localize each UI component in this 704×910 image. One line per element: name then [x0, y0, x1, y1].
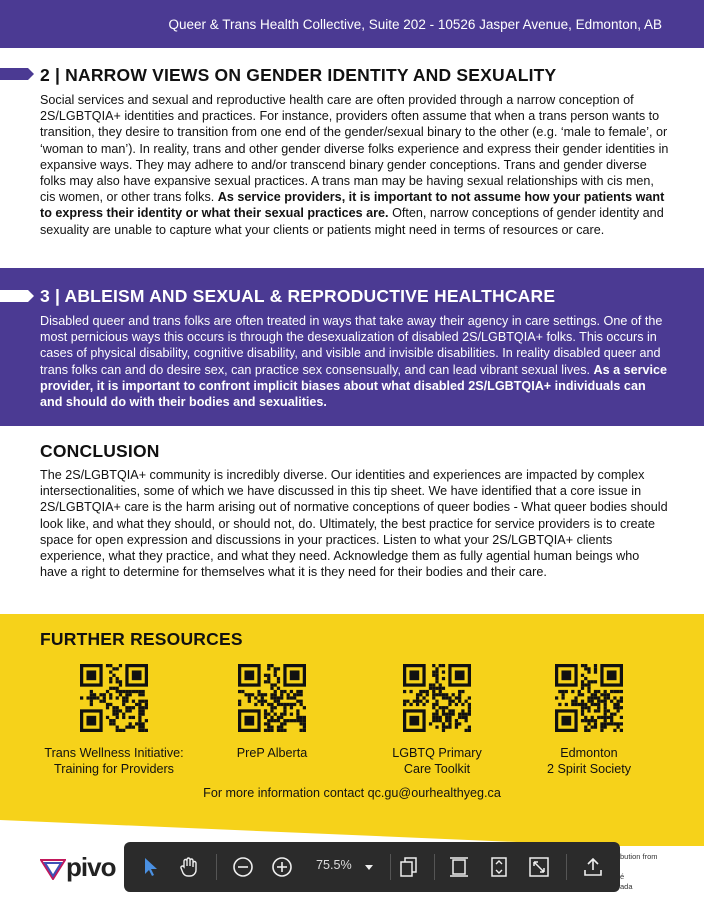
header-address: Queer & Trans Health Collective, Suite 202 - 10526 Jasper Avenue, Edmonton, AB — [168, 17, 662, 32]
resource-item[interactable] — [509, 664, 669, 777]
fit-page-icon — [448, 856, 470, 878]
resource-label: LGBTQ Primary Care Toolkit — [392, 746, 482, 776]
resources-title: FURTHER RESOURCES — [40, 629, 243, 649]
resource-item[interactable] — [192, 664, 352, 761]
resource-label: PreP Alberta — [236, 746, 308, 760]
section2-body — [40, 92, 670, 238]
contact-line: For more information contact qc.gu@ourhealthyeg.ca — [203, 786, 501, 800]
qr-code-icon — [403, 664, 471, 732]
select-tool-button[interactable] — [136, 852, 166, 882]
toolbar-divider — [434, 854, 435, 880]
footer-funding-note: bution from — [620, 852, 658, 861]
section3-body — [40, 313, 670, 410]
resource-item[interactable] — [34, 664, 194, 777]
hand-icon — [178, 856, 200, 878]
page-view-button[interactable] — [394, 852, 424, 882]
footer-funding-note: ada — [620, 882, 633, 891]
conclusion-body: The 2S/LGBTQIA+ community is incredibly diverse. Our identities and experiences are impacted by complex intersectionalities, some of which we have discussed in this tip sheet. We have identified that a core issue in 2S/LGBTQIA+ care is the harm arising out of normative conceptions of queer bodies - What queer bodies should look like, and what they should, or should not, do. Ultimately, the best practice for service providers is to create space for open expression and discussions in your practices. Listen to what your 2S/LGBTQIA+ clients experience, what they practice, and what they need. Acknowledge them as fully agential human beings who have a right to determine for themselves what it is they need for their bodies and their care. — [40, 468, 668, 580]
plus-circle-icon — [271, 856, 293, 878]
toolbar-divider — [390, 854, 391, 880]
section2-paragraph-end: Often, narrow conceptions of gender identity and sexuality are unable to capture what your clients or patients might need in terms of resources or care. — [40, 206, 664, 237]
zoom-level: 75.5% — [316, 858, 352, 872]
logo-triangle-icon — [40, 858, 66, 880]
viewer-toolbar — [124, 842, 620, 892]
qr-code-icon — [555, 664, 623, 732]
fit-page-button[interactable] — [484, 852, 514, 882]
cursor-icon — [142, 857, 160, 877]
header-bar — [0, 0, 704, 48]
minus-circle-icon — [232, 856, 254, 878]
upload-button[interactable] — [578, 852, 608, 882]
expand-icon — [528, 856, 550, 878]
section-arrow-icon — [0, 68, 34, 80]
resource-item[interactable] — [357, 664, 517, 777]
footer-funding-note: é — [620, 872, 625, 881]
section2-paragraph: Social services and sexual and reproductive health care are often provided through a narrow conception of 2S/LGBTQIA+ identities and practices. For instance, providers often assume that when a trans person wants to transition, they desire to transition from one end of the gender/sexual binary to the other (e.g. ‘male to female’, or ‘woman to man’). In reality, trans and other gender diverse folks experience and express their gender identities in expansive ways. They may adhere to and/or transcend binary gender conceptions. Trans and gender diverse folks may also have expansive sexual practices. A trans man may be having sexual relationships with cis men, cis women, or other trans folks. — [40, 93, 669, 205]
conclusion-title: CONCLUSION — [40, 441, 160, 461]
zoom-in-button[interactable] — [267, 852, 297, 882]
pivot-logo: pivo — [40, 852, 115, 883]
fullscreen-button[interactable] — [524, 852, 554, 882]
section2-title: 2 | NARROW VIEWS ON GENDER IDENTITY AND SEXUALITY — [40, 65, 557, 85]
fit-width-button[interactable] — [444, 852, 474, 882]
section3-bold-statement: As a service provider, it is important to confront implicit biases about what disabled 2S/LGBTQIA+ individuals can and should do with their bodies and sexualities. — [40, 362, 668, 410]
upload-icon — [582, 856, 604, 878]
qr-code-icon — [238, 664, 306, 732]
section-arrow-icon — [0, 290, 34, 302]
copy-pages-icon — [399, 856, 419, 878]
toolbar-divider — [566, 854, 567, 880]
page-resize-icon — [488, 856, 510, 878]
resource-label: Edmonton 2 Spirit Society — [547, 746, 631, 776]
zoom-out-button[interactable] — [228, 852, 258, 882]
caret-down-icon — [364, 863, 374, 871]
qr-code-icon — [80, 664, 148, 732]
resource-label: Trans Wellness Initiative: Training for Providers — [44, 746, 184, 776]
zoom-dropdown-button[interactable] — [354, 852, 384, 882]
section2-bold-statement: As service providers, it is important to not assume how your patients want to express their identity or what their sexual practices are. — [40, 190, 665, 221]
toolbar-divider — [216, 854, 217, 880]
section3-paragraph: Disabled queer and trans folks are often treated in ways that take away their agency in care settings. One of the most pernicious ways this occurs is through the desexualization of disabled 2S/LGBTQIA+ folks. This occurs in cases of physical disability, cognitive disability, and visible and invisible disabilities. In reality disabled queer and trans folks can and do desire sex, can practice sex consensually, and can lead vibrant sexual lives. — [40, 314, 663, 377]
section3-title: 3 | ABLEISM AND SEXUAL & REPRODUCTIVE HEALTHCARE — [40, 286, 556, 306]
hand-tool-button[interactable] — [174, 852, 204, 882]
